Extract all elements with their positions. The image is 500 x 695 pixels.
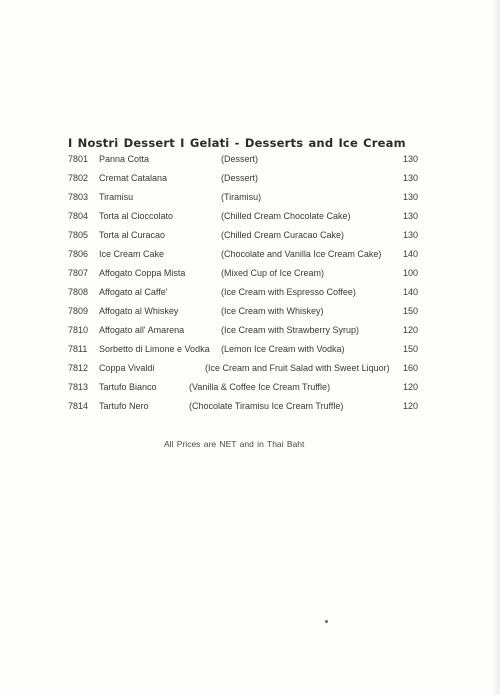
item-name: Sorbetto di Limone e Vodka bbox=[99, 344, 210, 354]
item-price: 140 bbox=[403, 249, 419, 259]
item-code: 7811 bbox=[68, 344, 88, 354]
item-code: 7801 bbox=[68, 154, 89, 164]
menu-item bbox=[0, 170, 500, 189]
item-name: Tiramisu bbox=[99, 192, 134, 202]
menu-item bbox=[0, 246, 500, 265]
item-name: Affogato al Whiskey bbox=[99, 306, 179, 316]
item-name: Torta al Curacao bbox=[99, 230, 166, 240]
item-name: Panna Cotta bbox=[99, 154, 150, 164]
item-name: Tartufo Nero bbox=[99, 401, 149, 411]
menu-item bbox=[0, 341, 500, 360]
item-name: Affogato al Caffe' bbox=[99, 287, 168, 297]
menu-item bbox=[0, 265, 500, 284]
item-code: 7806 bbox=[68, 249, 89, 259]
item-description: (Chilled Cream Curacao Cake) bbox=[221, 230, 345, 240]
item-name: Affogato all' Amarena bbox=[99, 325, 185, 335]
item-description: (Chilled Cream Chocolate Cake) bbox=[221, 211, 351, 221]
item-code: 7810 bbox=[68, 325, 89, 335]
menu-item bbox=[0, 322, 500, 341]
item-code: 7805 bbox=[68, 230, 89, 240]
item-name: Ice Cream Cake bbox=[99, 249, 165, 259]
item-code: 7814 bbox=[68, 401, 89, 411]
item-price: 140 bbox=[403, 287, 419, 297]
menu-item bbox=[0, 189, 500, 208]
item-description: (Chocolate and Vanilla Ice Cream Cake) bbox=[221, 249, 382, 259]
item-description: (Dessert) bbox=[221, 173, 259, 183]
menu-item bbox=[0, 379, 500, 398]
item-price: 120 bbox=[403, 382, 419, 392]
item-name: Cremat Catalana bbox=[99, 173, 168, 183]
item-description: (Ice Cream with Strawberry Syrup) bbox=[221, 325, 360, 335]
item-description: (Ice Cream with Espresso Coffee) bbox=[221, 287, 356, 297]
item-name: Affogato Coppa Mista bbox=[99, 268, 186, 278]
item-code: 7809 bbox=[68, 306, 89, 316]
item-price: 120 bbox=[403, 325, 419, 335]
item-description: (Dessert) bbox=[221, 154, 259, 164]
item-code: 7807 bbox=[68, 268, 89, 278]
item-code: 7802 bbox=[68, 173, 89, 183]
item-description: (Ice Cream and Fruit Salad with Sweet Liquor) bbox=[205, 363, 390, 373]
item-price: 130 bbox=[403, 192, 419, 202]
menu-item bbox=[0, 151, 500, 170]
menu-item bbox=[0, 284, 500, 303]
item-description: (Mixed Cup of Ice Cream) bbox=[221, 268, 325, 278]
item-code: 7803 bbox=[68, 192, 89, 202]
item-code: 7813 bbox=[68, 382, 89, 392]
item-price: 160 bbox=[403, 363, 419, 373]
item-description: (Chocolate Tiramisu Ice Cream Truffle) bbox=[189, 401, 344, 411]
item-description: (Tiramisu) bbox=[221, 192, 262, 202]
item-code: 7804 bbox=[68, 211, 89, 221]
menu-item bbox=[0, 208, 500, 227]
item-price: 130 bbox=[403, 173, 419, 183]
menu-item bbox=[0, 398, 500, 417]
paper-speck bbox=[325, 620, 328, 623]
item-code: 7808 bbox=[68, 287, 89, 297]
menu-title: I Nostri Dessert I Gelati - Desserts and Ice Cream bbox=[68, 136, 406, 150]
menu-item bbox=[0, 227, 500, 246]
item-price: 130 bbox=[403, 211, 419, 221]
item-price: 100 bbox=[403, 268, 419, 278]
item-price: 120 bbox=[403, 401, 419, 411]
price-note: All Prices are NET and in Thai Baht bbox=[164, 439, 305, 449]
item-name: Coppa Vivaldi bbox=[99, 363, 155, 373]
menu-list bbox=[0, 151, 500, 417]
menu-item bbox=[0, 303, 500, 322]
item-code: 7812 bbox=[68, 363, 89, 373]
menu-item bbox=[0, 360, 500, 379]
item-price: 150 bbox=[403, 306, 419, 316]
item-description: (Lemon Ice Cream with Vodka) bbox=[221, 344, 345, 354]
item-price: 130 bbox=[403, 154, 419, 164]
item-price: 150 bbox=[403, 344, 419, 354]
item-description: (Vanilla & Coffee Ice Cream Truffle) bbox=[189, 382, 331, 392]
item-name: Tartufo Bianco bbox=[99, 382, 157, 392]
item-price: 130 bbox=[403, 230, 419, 240]
item-name: Torta al Cioccolato bbox=[99, 211, 174, 221]
item-description: (Ice Cream with Whiskey) bbox=[221, 306, 324, 316]
